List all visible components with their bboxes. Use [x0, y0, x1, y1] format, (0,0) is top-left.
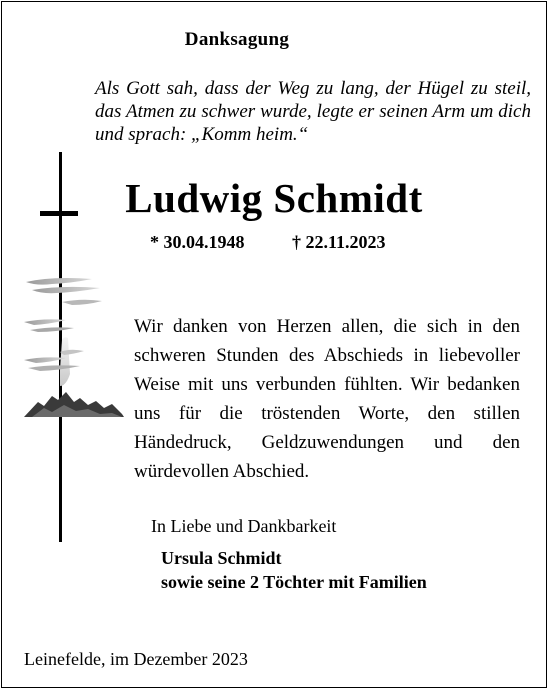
- landscape-illustration: [22, 274, 127, 424]
- place-and-date: Leinefelde, im Dezember 2023: [24, 649, 248, 669]
- birth-date: * 30.04.1948: [150, 232, 245, 252]
- deceased-name-text: Ludwig Schmidt: [125, 175, 423, 221]
- closing-phrase: In Liebe und Dankbarkeit: [151, 516, 337, 536]
- deceased-name: [2, 174, 548, 222]
- thank-you-text: Wir danken von Herzen allen, die sich in den schweren Stunden des Abschieds in liebevoller Weise mit uns verbunden fühlten. Wir bedanken uns für die tröstenden Worte, den stillen Händedruck, Geldzuwendungen und den würdevollen Abschied.: [134, 316, 520, 482]
- death-date: † 22.11.2023: [292, 232, 386, 252]
- life-dates: [150, 232, 386, 253]
- heading: Danksagung: [184, 29, 290, 50]
- signer-family: sowie seine 2 Töchter mit Familien: [161, 572, 427, 592]
- obituary-card: [1, 1, 547, 688]
- signer-spouse: Ursula Schmidt: [161, 548, 282, 568]
- verse: Als Gott sah, dass der Weg zu lang, der Hügel zu steil, das Atmen zu schwer wurde, legte er seinen Arm um dich und sprach: „Komm heim.“: [95, 78, 531, 145]
